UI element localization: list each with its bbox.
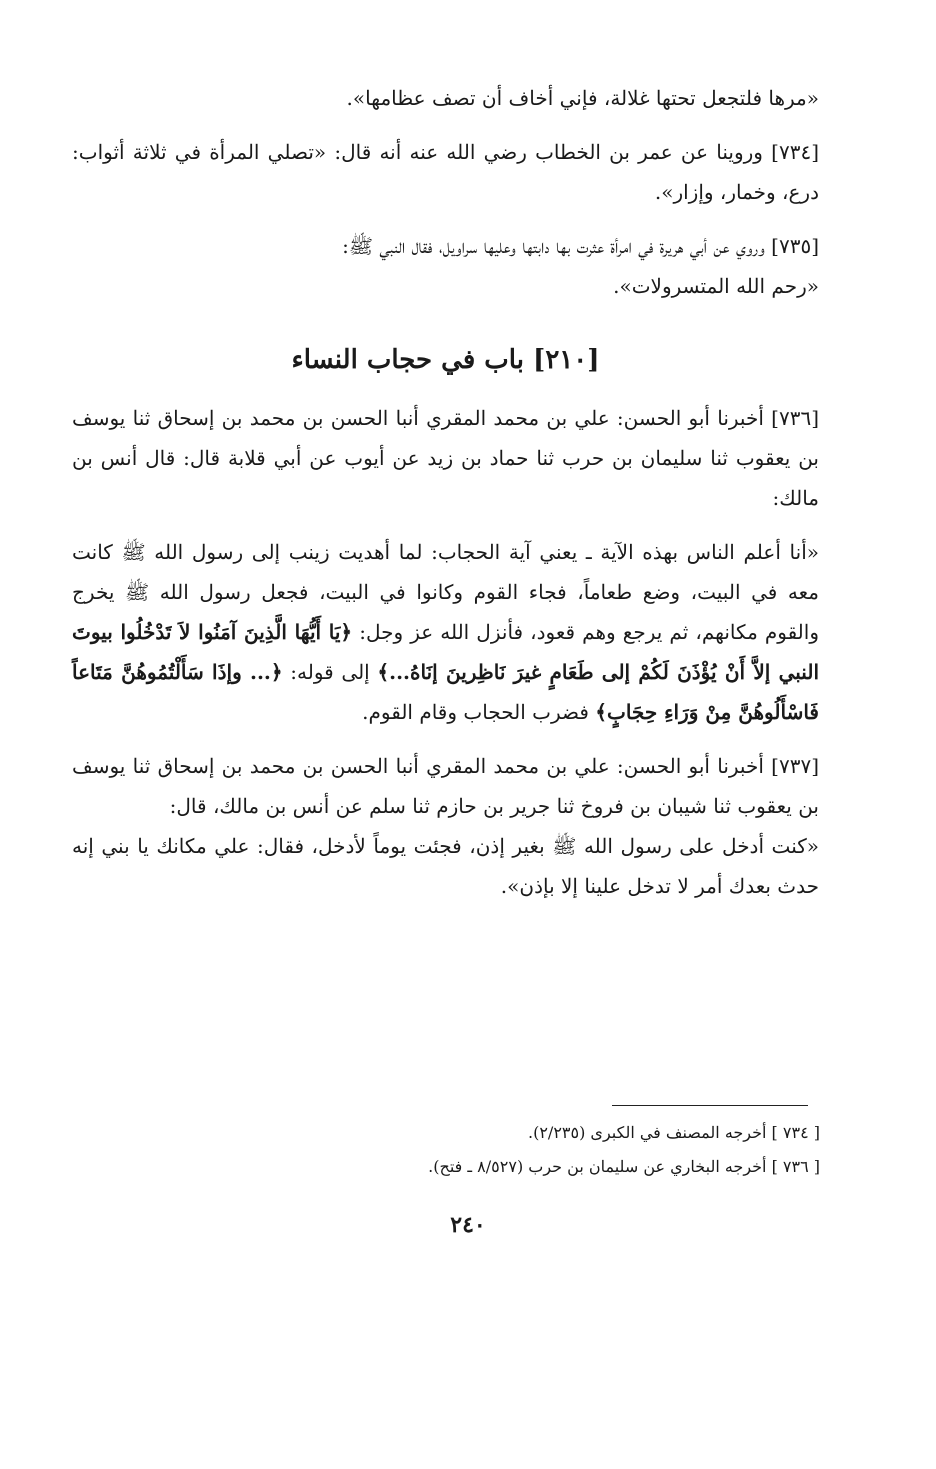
- hadith-736-end: فضرب الحجاب وقام القوم.: [362, 700, 589, 724]
- quran-verse-1: ﴿يَا أَيُّهَا الَّذِينَ آمَنُوا لاَ تَدْخُلُوا بيوتَ النبي إلاَّ أَنْ يُؤْذَنَ لَكُمْ إلى طَعَامٍ غيرَ نَاظِرينَ إنَاهُ...﴾: [72, 620, 819, 684]
- paragraph-734: [٧٣٤] وروينا عن عمر بن الخطاب رضي الله عنه أنه قال: «تصلي المرأة في ثلاثة أثواب: درع، وخمار، وإزار».: [72, 140, 819, 204]
- hadith-736-text-a: «أنا أعلم الناس بهذه الآية ـ يعني آية الحجاب: لما أهديت زينب إلى رسول الله ﷺ كانت معه في البيت، وضع طعاماً، فجاء القوم وكانوا في البيت، فجعل رسول الله ﷺ يخرج والقوم مكانهم، ثم يرجع وهم قعود، فأنزل الله عز وجل:: [72, 540, 819, 644]
- hadith-737-text: «كنت أدخل على رسول الله ﷺ بغير إذن، فجئت يوماً لأدخل، فقال: علي مكانك يا بني إنه حدث بعدك أمر لا تدخل علينا إلا بإذن».: [72, 834, 819, 898]
- hadith-736-mid: إلى قوله:: [290, 660, 370, 684]
- page-body: [72, 78, 819, 906]
- footnote-734: [ ٧٣٤ ] أخرجه المصنف في الكبرى (٢/٢٣٥).: [528, 1123, 820, 1142]
- page-number: ٢٤٠: [450, 1212, 486, 1238]
- footnote-divider: [612, 1105, 808, 1106]
- hadith-737-isnad: [٧٣٧] أخبرنا أبو الحسن: علي بن محمد المقري أنبا الحسن بن محمد بن إسحاق ثنا يوسف بن يعقوب ثنا شيبان بن فروخ ثنا جرير بن حازم ثنا سلم عن أنس بن مالك، قال:: [72, 754, 819, 818]
- quran-verse-2: ﴿... وإذَا سَأَلْتُمُوهُنَّ مَتَاعاً فَاسْأَلُوهُنَّ مِنْ وَرَاءِ حِجَابٍ﴾: [72, 660, 819, 724]
- hadith-736-isnad: [٧٣٦] أخبرنا أبو الحسن: علي بن محمد المقري أنبا الحسن بن محمد بن إسحاق ثنا يوسف بن يعقوب ثنا سليمان بن حرب ثنا حماد بن زيد عن أيوب عن أبي قلابة قال: قال أنس بن مالك:: [72, 406, 819, 510]
- section-heading: [٢١٠] باب في حجاب النساء: [291, 345, 600, 375]
- paragraph-735: [٧٣٥] وروي عن أبي هريرة في امرأة عثرت بها دابتها وعليها سراويل، فقال النبي ﷺ:: [342, 234, 819, 258]
- paragraph-quote-end: «مرها فلتجعل تحتها غلالة، فإني أخاف أن تصف عظامها».: [346, 86, 819, 110]
- footnotes: [240, 1116, 820, 1184]
- hadith-736-text: [72, 532, 819, 732]
- footnote-736: [ ٧٣٦ ] أخرجه البخاري عن سليمان بن حرب (٨/٥٢٧ ـ فتح).: [428, 1157, 820, 1176]
- paragraph-735-quote: «رحم الله المتسرولات».: [613, 274, 819, 298]
